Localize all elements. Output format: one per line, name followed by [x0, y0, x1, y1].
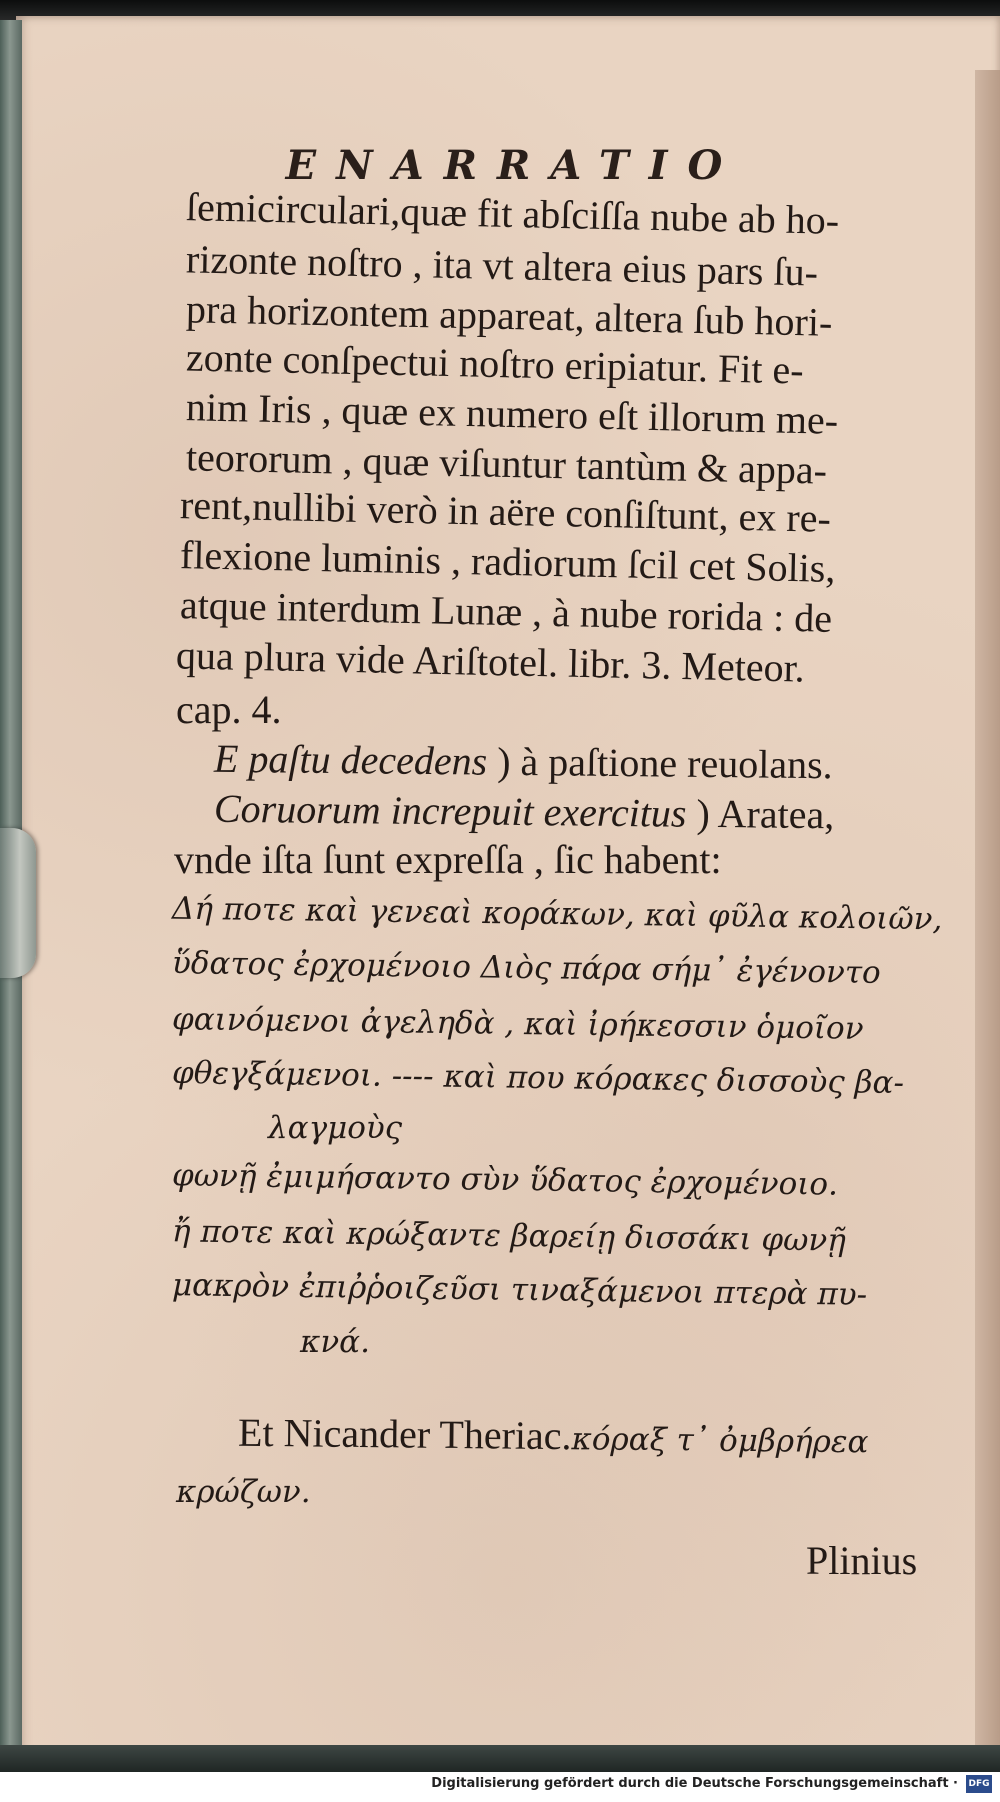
text-line-4: zonte conſpectui noſtro eripiatur. Fit e- [185, 334, 805, 393]
text-line-vnde: vnde iſta ſunt expreſſa , ſic habent: [174, 837, 722, 882]
running-head: ENARRATIO [285, 142, 743, 189]
text-line-6: teororum , quæ viſuntur tantùm & appa- [185, 434, 828, 493]
text-line-11: cap. 4. [176, 687, 282, 732]
text-line-2: rizonte noſtro , ita vt altera eius pars ſu- [185, 236, 819, 295]
nicander-greek: κόραξ τ᾽ ὀμβρήρεα [571, 1421, 869, 1461]
greek-line-9: κνά. [300, 1324, 370, 1360]
lemma-coruorum [214, 787, 835, 837]
bottom-scan-edge [0, 1745, 1000, 1772]
greek-line-3: φαινόμενοι ἀγεληδὰ , καὶ ἰρήκεσσιν ὁμοῖον [171, 1001, 864, 1047]
digitization-credit: Digitalisierung gefördert durch die Deutsche Forschungsgemeinschaft · [431, 1776, 958, 1791]
text-line-10: qua plura vide Ariſtotel. libr. 3. Meteor. [175, 632, 806, 691]
greek-line-8: μακρὸν ἐπιῤῥοιζεῦσι τιναξάμενοι πτερὰ πυ- [171, 1267, 868, 1313]
greek-line-7: ἤ ποτε καὶ κρώξαντε βαρείῃ δισσάκι φωνῇ [171, 1213, 847, 1259]
text-line-1: ſemicirculari,quæ fit abſciſſa nube ab ho- [185, 184, 840, 243]
lemma-coruorum-gloss: ) Aratea, [696, 790, 835, 838]
nicander-line [238, 1411, 869, 1465]
text-line-7: rent,nullibi verò in aëre conſiſtunt, ex re- [179, 482, 832, 541]
greek-line-1: Δή ποτε καὶ γενεαὶ κοράκων, καὶ φῦλα κολοιῶν, [171, 890, 943, 938]
text-line-3: pra horizontem appareat, altera ſub hori- [185, 286, 833, 345]
greek-line-6: φωνῇ ἐμιμήσαντο σὺν ὕδατος ἐρχομένοιο. [171, 1157, 839, 1203]
nicander-latin: Et Nicander Theriac. [237, 1409, 572, 1459]
lemma-epastu [214, 737, 833, 787]
greek-line-4: φθεγξάμενοι. ---- καὶ που κόρακες δισσοὺς βα- [171, 1054, 905, 1102]
text-line-8: flexione luminis , radiorum ſcil cet Solis, [179, 532, 836, 591]
greek-line-2: ὕδατος ἐρχομένοιο Διὸς πάρα σήμ᾽ ἐγένοντο [171, 945, 881, 991]
page-fore-edge [975, 70, 1000, 1760]
lemma-coruorum-italic: Coruorum increpuit exercitus [213, 785, 687, 836]
binding-clasp [0, 828, 36, 978]
lemma-epastu-italic: E paſtu decedens [213, 735, 488, 784]
text-line-5: nim Iris , quæ ex numero eſt illorum me- [185, 384, 839, 443]
nicander-continuation: κρώζων. [176, 1474, 311, 1510]
catchword: Plinius [806, 1538, 918, 1583]
text-line-9: atque interdum Lunæ , à nube rorida : de [179, 582, 833, 641]
greek-line-5: λαγμοὺς [268, 1110, 403, 1146]
lemma-epastu-gloss: ) à paſtione reuolans. [497, 738, 833, 788]
dfg-logo: DFG [966, 1775, 992, 1793]
